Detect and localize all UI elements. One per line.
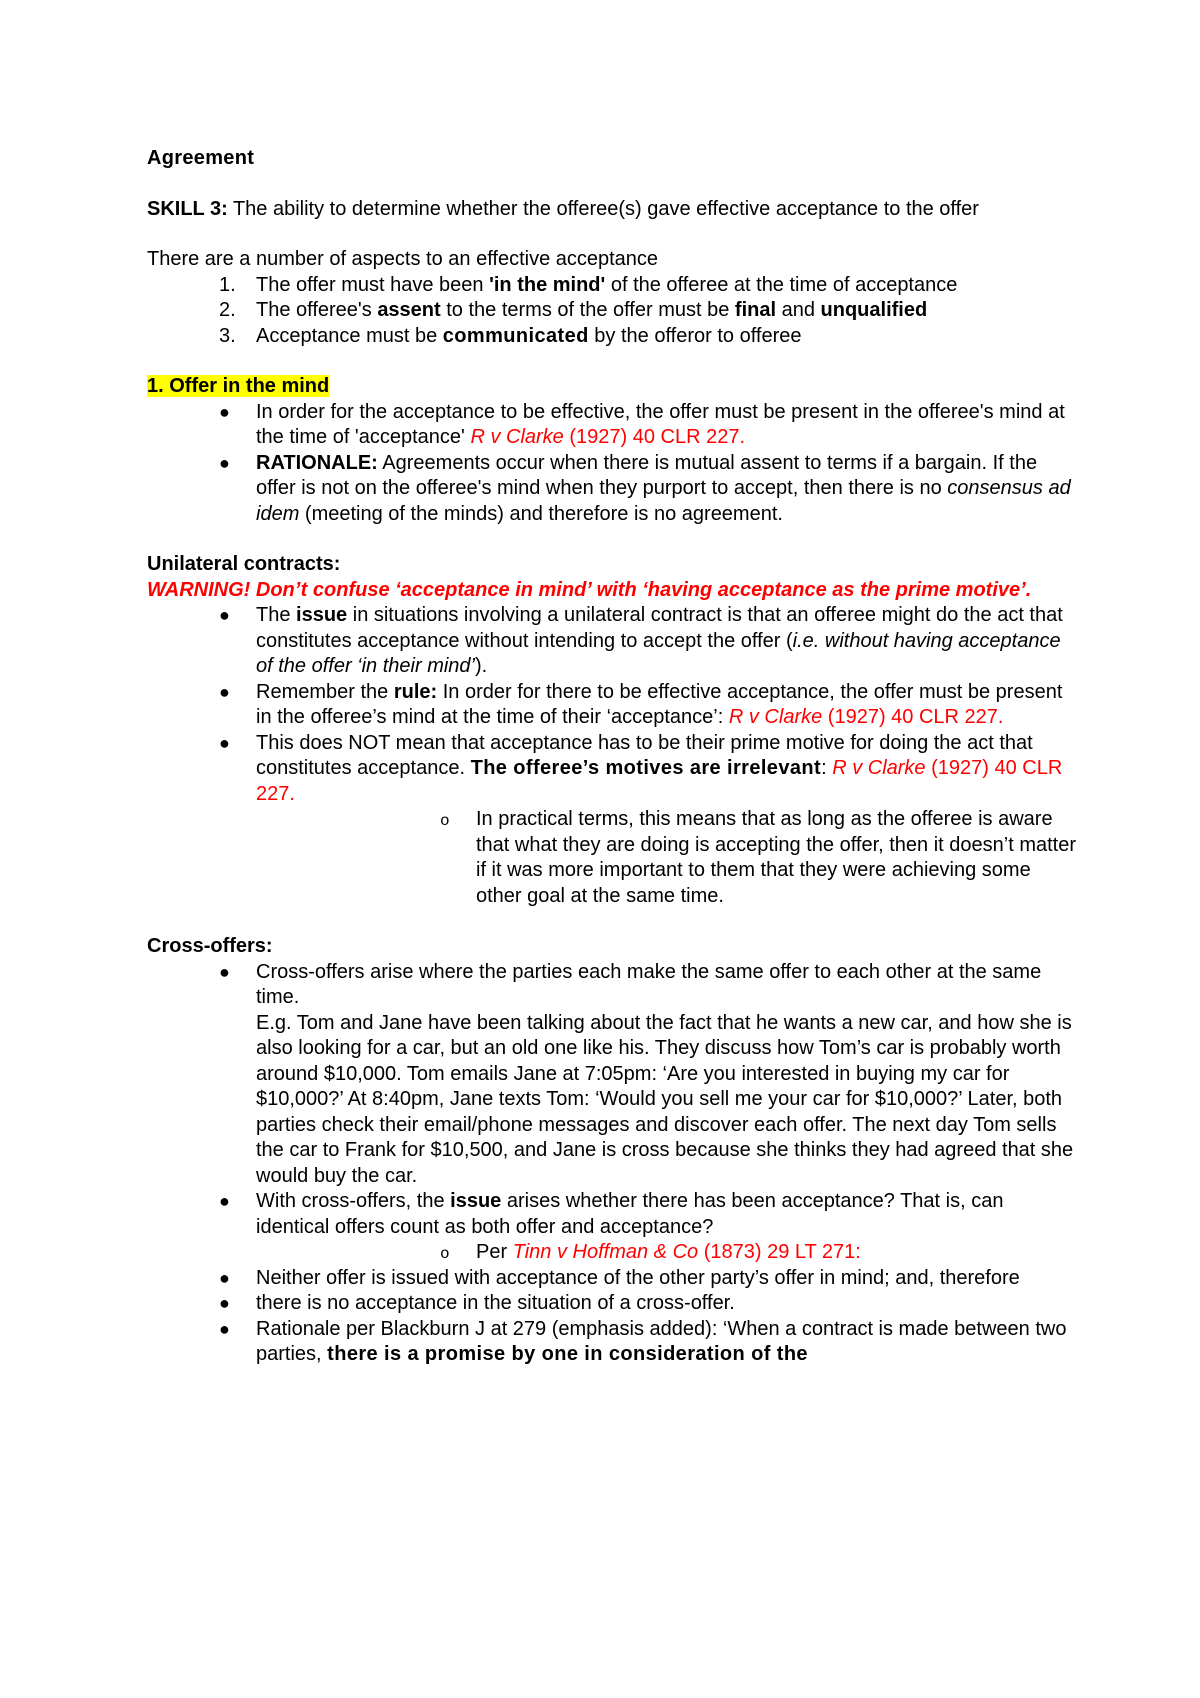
aspects-list (147, 273, 1077, 350)
item-bold: unqualified (820, 299, 928, 321)
item-italic: consensus ad idem (256, 477, 1071, 525)
item-text: Cross-offers arise where the parties each make the same offer to each other at the same time. (256, 960, 1042, 1008)
list-item (147, 273, 1077, 299)
item-text: to the terms of the offer must be (440, 299, 735, 321)
bullet-icon: ● (219, 1191, 230, 1211)
cross-offers-list (147, 960, 1077, 1368)
item-bold: there is a promise by one in consideration of the (327, 1343, 808, 1365)
bullet-icon: ● (219, 1267, 230, 1288)
skill-label: SKILL 3: (147, 197, 228, 220)
circle-bullet-icon: o (440, 1245, 450, 1263)
case-citation: (1927) 40 CLR 227. (256, 757, 1063, 805)
sub-list (256, 1240, 1077, 1266)
circle-bullet-icon: o (440, 812, 450, 830)
document-page (147, 146, 1077, 1368)
list-item (147, 1266, 1077, 1292)
bullet-icon: ● (219, 605, 230, 625)
bullet-icon: ● (219, 452, 230, 473)
highlighted-heading: 1. Offer in the mind (147, 375, 330, 397)
case-name: R v Clarke (470, 426, 564, 448)
item-bold: final (734, 299, 777, 321)
item-text: arises whether there has been acceptance? That is, can identical offers count as both offer and acceptance? (256, 1190, 1004, 1238)
item-bold: issue (450, 1190, 502, 1212)
item-text: and (776, 299, 821, 321)
item-number: 1. (219, 273, 236, 296)
page-title: Agreement (147, 147, 255, 169)
list-item (147, 324, 1077, 350)
bullet-icon: ● (219, 401, 230, 422)
list-item (147, 731, 1077, 910)
bullet-icon: ● (219, 1293, 230, 1313)
item-bold: The offeree’s motives are irrelevant (470, 757, 822, 779)
bullet-icon: ● (219, 732, 230, 753)
item-text: Agreements occur when there is mutual assent to terms if a bargain. If the offer is not on the offeree's mind when they purport to accept, then there is no (256, 451, 1038, 499)
list-item (147, 1291, 1077, 1317)
list-item (147, 1317, 1077, 1368)
list-item (147, 451, 1077, 528)
list-item (147, 1189, 1077, 1266)
item-text: Remember the (256, 680, 394, 703)
skill-paragraph (147, 197, 1077, 223)
case-citation: (1873) 29 LT 271: (698, 1241, 861, 1263)
item-bold: communicated (442, 324, 589, 347)
item-text: ). (475, 655, 488, 677)
item-bold: 'in the mind' (489, 273, 606, 296)
item-number: 3. (219, 324, 236, 347)
case-citation: (1927) 40 CLR 227. (563, 426, 746, 448)
item-text: Rationale per Blackburn J at 279 (emphasis added): ‘When a contract is made between two parties, (256, 1317, 1067, 1365)
list-item (147, 680, 1077, 731)
item-text: The (256, 604, 297, 626)
list-item (147, 298, 1077, 324)
item-text: The offer must have been (256, 273, 490, 296)
section-heading-cross-offers: Cross-offers: (147, 935, 273, 957)
skill-text: The ability to determine whether the offeree(s) gave effective acceptance to the offer (227, 197, 979, 220)
bullet-icon: ● (219, 961, 230, 982)
item-bold: RATIONALE: (256, 451, 378, 474)
item-text: : (821, 757, 833, 779)
item-text: by the offeror to offeree (588, 324, 802, 347)
sub-list-item (256, 1240, 1077, 1266)
case-citation: (1927) 40 CLR 227. (822, 706, 1004, 728)
item-text: The offeree's (256, 299, 378, 321)
item-text: (meeting of the minds) and therefore is no agreement. (299, 502, 783, 525)
item-text: In practical terms, this means that as long as the offeree is aware that what they are doing is accepting the offer, then it doesn’t matter if it was more important to them that they were achieving some other goal at the same time. (476, 808, 1076, 907)
item-text: there is no acceptance in the situation of a cross-offer. (256, 1292, 735, 1314)
bullet-icon: ● (219, 1318, 230, 1339)
case-name: R v Clarke (728, 706, 823, 728)
sub-list-item (256, 807, 1077, 909)
item-text: In order for there to be effective acceptance, the offer must be present in the offeree’s mind at the time of their ‘acceptance’: (256, 680, 1063, 728)
item-text: In order for the acceptance to be effective, the offer must be present in the offeree's mind at the time of 'acceptance' (256, 400, 1065, 448)
item-text: This does NOT mean that acceptance has to be their prime motive for doing the act that constitutes acceptance. (256, 731, 1033, 779)
example-text: E.g. Tom and Jane have been talking about the fact that he wants a new car, and how she is also looking for a car, but an old one like his. They discuss how Tom’s car is probably worth around $10,000. Tom emails Jane at 7:05pm: ‘Are you interested in buying my car for $10,000?’ At 8:40pm, Jane texts Tom: ‘Would you sell me your car for $10,000?’ Later, both parties check their email/phone messages and discover each offer. The next day Tom sells the car to Frank for $10,500, and Jane is cross because she thinks they had agreed that she would buy the car. (256, 1011, 1074, 1187)
warning-text: WARNING! Don’t confuse ‘acceptance in mind’ with ‘having acceptance as the prime motive’. (147, 578, 1032, 601)
aspects-intro: There are a number of aspects to an effective acceptance (147, 248, 659, 270)
item-bold: issue (296, 604, 348, 626)
bullet-icon: ● (219, 681, 230, 702)
case-name: R v Clarke (832, 757, 926, 779)
section-heading-offer-in-mind (147, 374, 1077, 400)
item-bold: rule: (393, 680, 438, 703)
item-text: in situations involving a unilateral contract is that an offeree might do the act that constitutes acceptance without intending to accept the offer ( (256, 604, 1063, 652)
item-bold: assent (377, 299, 441, 321)
item-number: 2. (219, 299, 236, 321)
case-name: Tinn v Hoffman & Co (512, 1241, 699, 1263)
section-heading-unilateral: Unilateral contracts: (147, 553, 341, 575)
item-text: Per (476, 1241, 513, 1263)
item-text: of the offeree at the time of acceptance (605, 273, 958, 296)
item-text: Neither offer is issued with acceptance of the other party’s offer in mind; and, therefore (256, 1266, 1020, 1289)
item-italic: i.e. without having acceptance of the offer ‘in their mind’ (256, 629, 1061, 677)
list-item (147, 603, 1077, 680)
item-text: Acceptance must be (256, 324, 443, 347)
sub-list (256, 807, 1077, 909)
item-text: With cross-offers, the (256, 1190, 451, 1212)
list-item (147, 960, 1077, 1190)
unilateral-list (147, 603, 1077, 909)
section1-list (147, 400, 1077, 528)
list-item (147, 400, 1077, 451)
